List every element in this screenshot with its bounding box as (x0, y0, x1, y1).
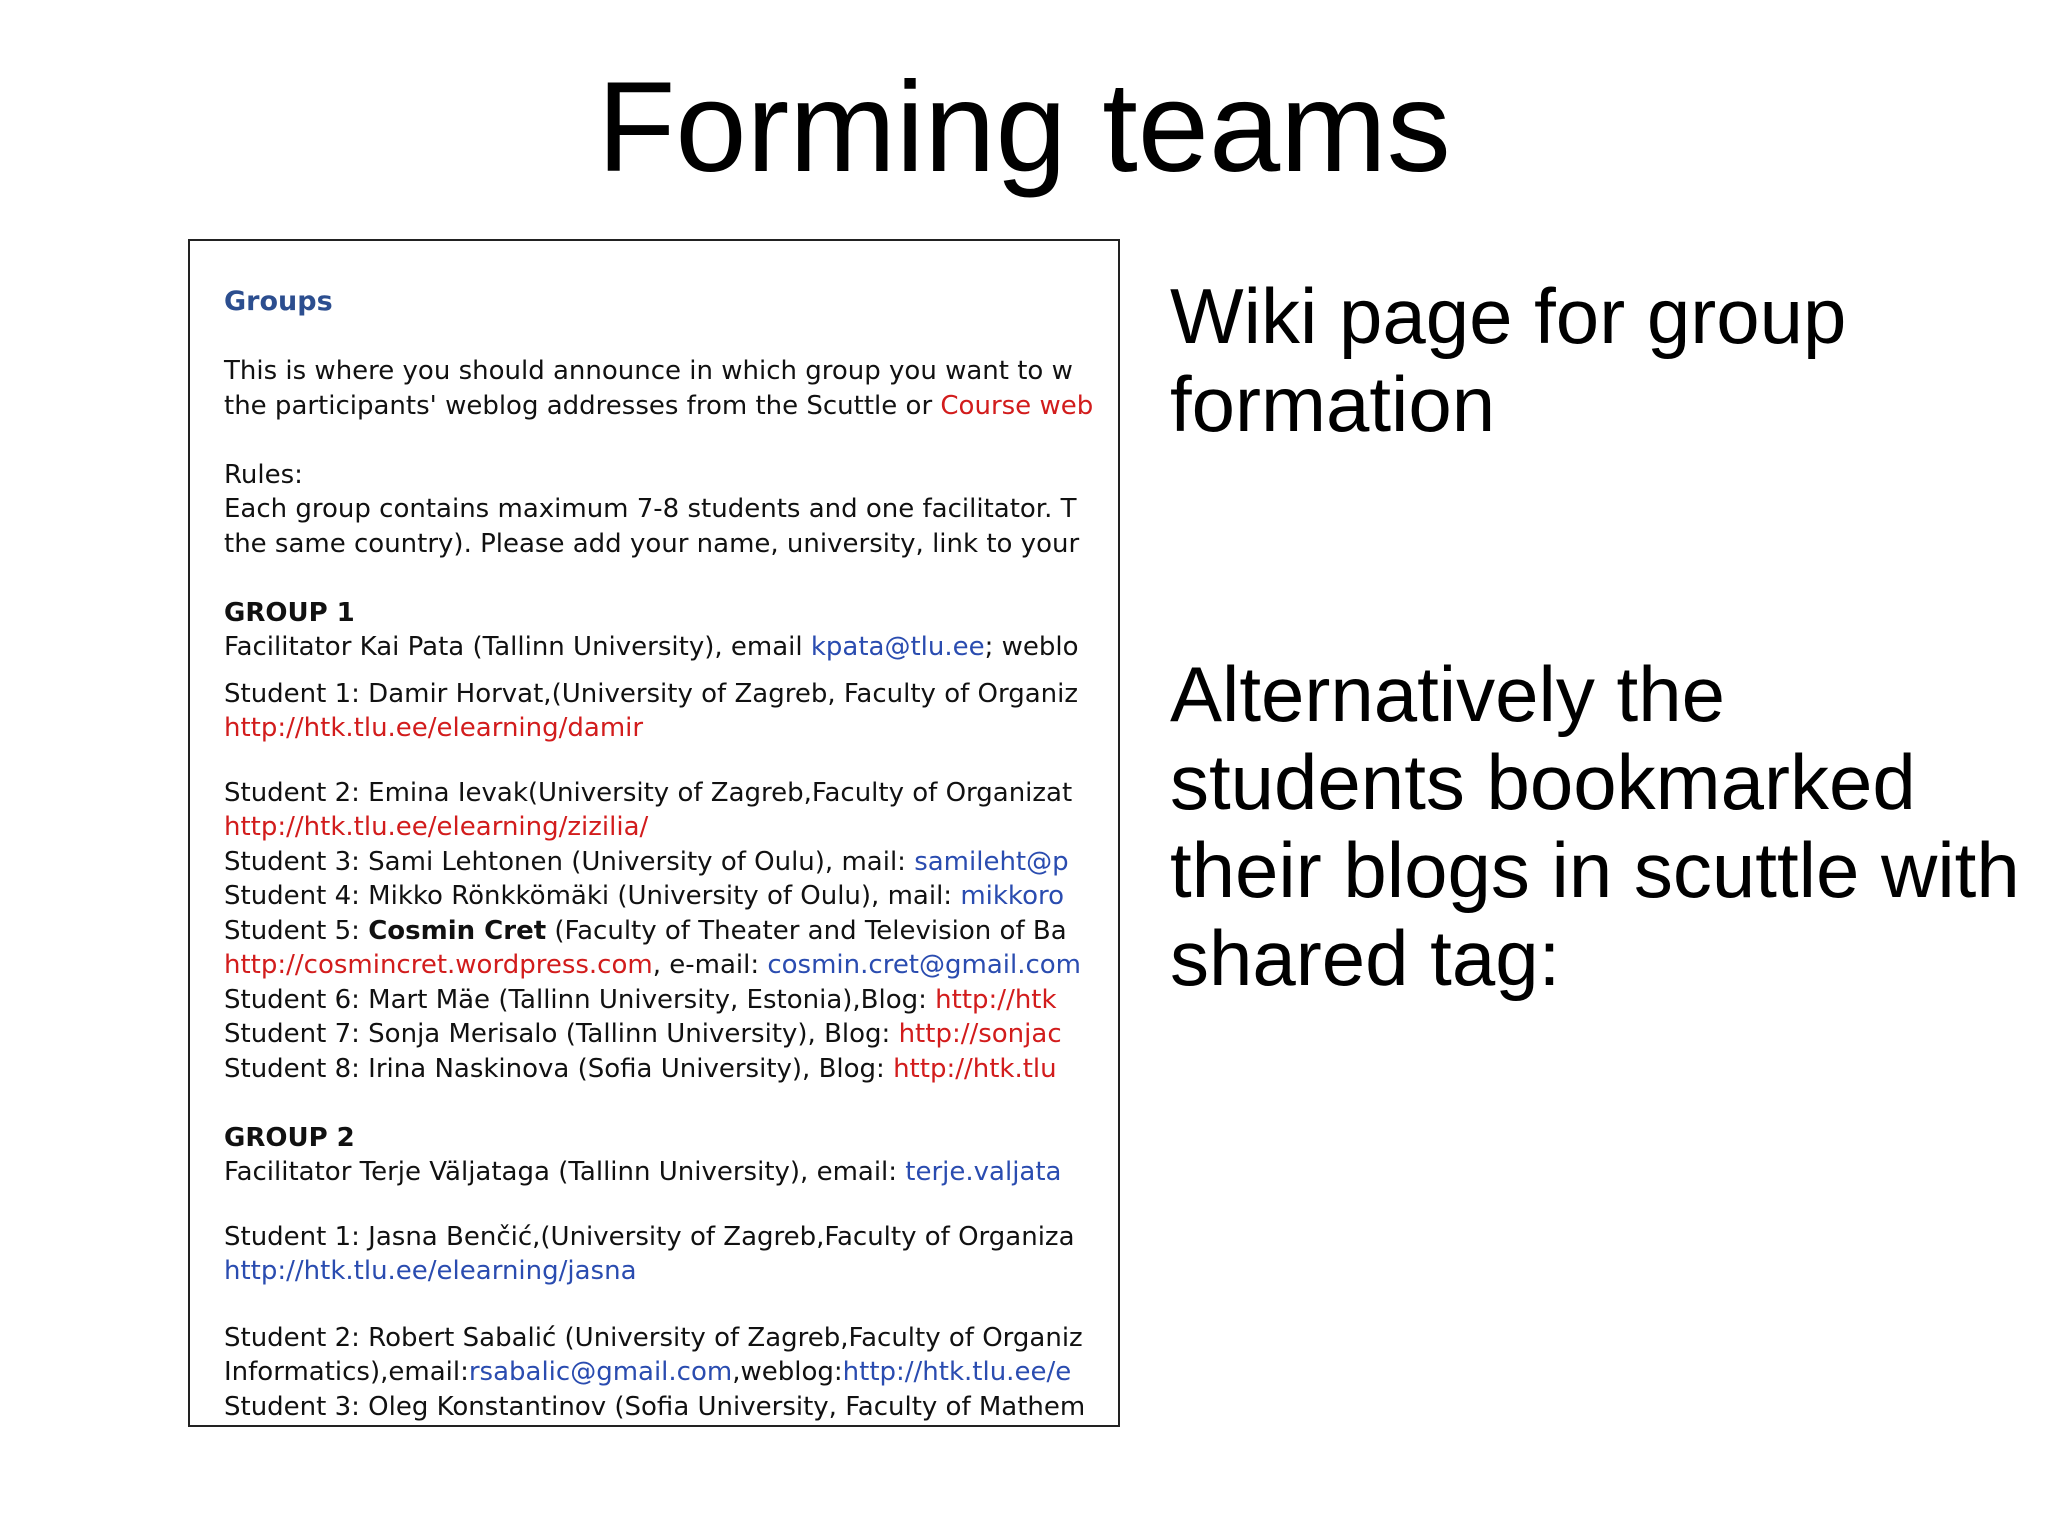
group-1-student-2-link[interactable]: http://htk.tlu.ee/elearning/zizilia/ (224, 812, 649, 842)
rules-line-2: the same country). Please add your name, university, link to your (224, 528, 1080, 559)
group-1-student-5-contact: http://cosmincret.wordpress.com, e-mail: cosmin.cret@gmail.com (224, 950, 1082, 980)
side-text-wiki-page: Wiki page for group formation (1170, 272, 1847, 448)
group-1-student-1-link[interactable]: http://htk.tlu.ee/elearning/damir (224, 713, 644, 743)
intro-line-2: the participants' weblog addresses from the Scuttle or Course web (224, 390, 1094, 421)
facilitator-email-link[interactable]: kpata@tlu.ee (810, 632, 985, 662)
course-web-link[interactable]: Course web (940, 390, 1094, 421)
group-2-student-2: Student 2: Robert Sabalić (University of Zagreb,Faculty of Organiz (224, 1322, 1083, 1353)
student-7-blog-link[interactable]: http://sonjac (898, 1019, 1062, 1049)
intro-line-1: This is where you should announce in which group you want to w (224, 356, 1073, 386)
group-1-student-3: Student 3: Sami Lehtonen (University of Oulu), mail: samileht@p (224, 846, 1069, 877)
wiki-heading: Groups (224, 286, 333, 317)
group-2-student-1-link[interactable]: http://htk.tlu.ee/elearning/jasna (224, 1256, 637, 1286)
g2-student-2-blog-link[interactable]: http://htk.tlu.ee/e (842, 1357, 1072, 1387)
student-4-email-link[interactable]: mikkoro (960, 881, 1064, 911)
facilitator-2-email-link[interactable]: terje.valjata (905, 1157, 1062, 1187)
group-2-student-2-contact: Informatics),email:rsabalic@gmail.com,weblog:http://htk.tlu.ee/e (224, 1357, 1072, 1387)
wiki-screenshot (188, 239, 1120, 1427)
student-5-blog-link[interactable]: http://cosmincret.wordpress.com (224, 950, 653, 980)
student-5-email-link[interactable]: cosmin.cret@gmail.com (767, 950, 1082, 980)
group-1-student-6: Student 6: Mart Mäe (Tallinn University, Estonia),Blog: http://htk (224, 984, 1057, 1015)
group-2-student-1: Student 1: Jasna Benčić,(University of Zagreb,Faculty of Organiza (224, 1221, 1075, 1252)
student-6-blog-link[interactable]: http://htk (935, 984, 1057, 1015)
group-1-student-8: Student 8: Irina Naskinova (Sofia University), Blog: http://htk.tlu (224, 1053, 1057, 1084)
group-1-student-5: Student 5: Cosmin Cret (Faculty of Theater and Television of Ba (224, 915, 1067, 946)
rules-label: Rules: (224, 459, 303, 490)
group-1-facilitator: Facilitator Kai Pata (Tallinn University), email kpata@tlu.ee; weblo (224, 632, 1079, 662)
group-1-student-4: Student 4: Mikko Rönkkömäki (University of Oulu), mail: mikkoro (224, 881, 1064, 911)
group-1-student-7: Student 7: Sonja Merisalo (Tallinn University), Blog: http://sonjac (224, 1019, 1062, 1049)
student-3-email-link[interactable]: samileht@p (914, 846, 1069, 877)
wiki-content (224, 285, 1120, 1424)
group-2-heading: GROUP 2 (224, 1122, 355, 1153)
group-2-facilitator: Facilitator Terje Väljataga (Tallinn University), email: terje.valjata (224, 1157, 1062, 1187)
group-1-student-2: Student 2: Emina Ievak(University of Zagreb,Faculty of Organizat (224, 777, 1073, 808)
side-text-scuttle: Alternatively the students bookmarked their blogs in scuttle with shared tag: (1170, 650, 2020, 1002)
g2-student-2-email-link[interactable]: rsabalic@gmail.com (468, 1357, 733, 1387)
group-1-heading: GROUP 1 (224, 597, 355, 628)
group-1-student-1: Student 1: Damir Horvat,(University of Zagreb, Faculty of Organiz (224, 678, 1079, 709)
group-2-student-3: Student 3: Oleg Konstantinov (Sofia University, Faculty of Mathem (224, 1391, 1086, 1422)
rules-line-1: Each group contains maximum 7-8 students and one facilitator. T (224, 494, 1077, 524)
student-8-blog-link[interactable]: http://htk.tlu (893, 1053, 1057, 1084)
slide-title: Forming teams (597, 56, 1451, 199)
